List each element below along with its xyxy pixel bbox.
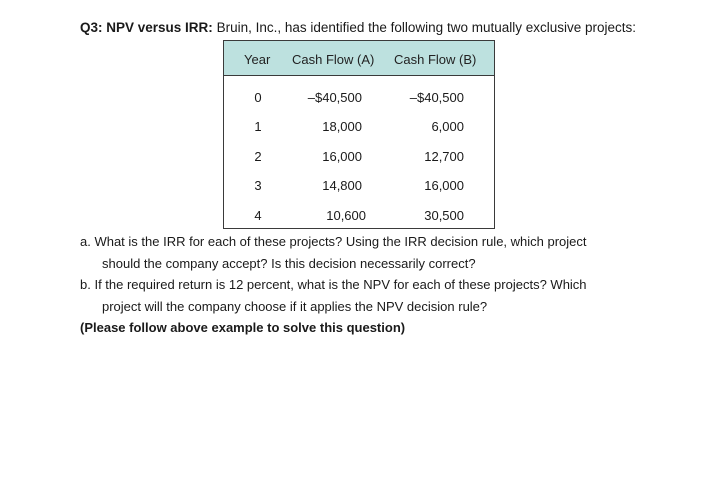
header-cash-flow-b: Cash Flow (B) [394,52,477,67]
table-row-2-year: 2 [254,149,262,164]
table-row-3-year: 3 [254,178,262,193]
question-parts [80,231,680,339]
table-row-1-b: 6,000 [431,119,464,134]
table-row-2-a: 16,000 [322,149,362,164]
part-b-line-2: project will the company choose if it applies the NPV decision rule? [102,298,488,314]
table-row-4-year: 4 [254,208,262,223]
table-row-4-b: 30,500 [424,208,464,223]
instruction-note: (Please follow above example to solve this question) [80,320,406,335]
cash-flow-table [223,40,495,229]
table-row-3-b: 16,000 [424,178,464,193]
question-text: Bruin, Inc., has identified the following two mutually exclusive projects: [216,20,637,35]
table-row-1-year: 1 [254,119,262,134]
table-row-0-b: –$40,500 [409,90,464,105]
part-a-line-1: a. What is the IRR for each of these projects? Using the IRR decision rule, which project [80,234,587,249]
table-row-0-a: –$40,500 [307,90,362,105]
header-cash-flow-a: Cash Flow (A) [292,52,375,67]
table-row-2-b: 12,700 [424,149,464,164]
part-b-line-1: b. If the required return is 12 percent, what is the NPV for each of these projects? Which [80,277,587,292]
question-label: Q3: NPV versus IRR: [80,20,213,35]
question-header [80,20,636,35]
table-header-row [224,41,494,76]
part-a-line-2: should the company accept? Is this decision necessarily correct? [102,255,476,271]
table-row-0-year: 0 [254,90,262,105]
table-row-4-a: 10,600 [326,208,366,223]
table-row-1-a: 18,000 [322,119,362,134]
header-year: Year [244,52,271,67]
table-row-3-a: 14,800 [322,178,362,193]
